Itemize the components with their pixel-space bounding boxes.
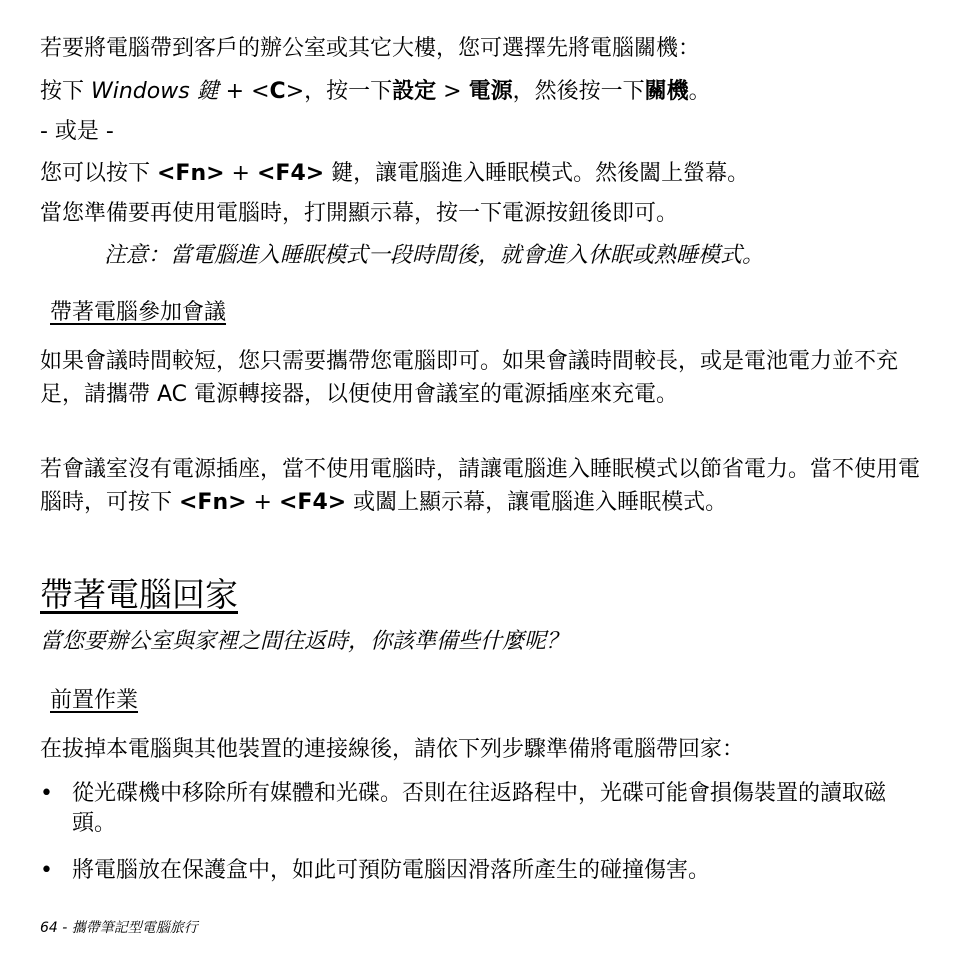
text-arrow: > xyxy=(436,79,469,104)
text-press: 按下 xyxy=(40,79,91,104)
bullet-list xyxy=(40,779,920,886)
text-meeting-2e: 或闔上顯示幕，讓電腦進入睡眠模式。 xyxy=(346,490,728,515)
page-footer xyxy=(40,918,198,938)
paragraph-meeting-2 xyxy=(40,453,920,519)
paragraph-home-lead xyxy=(40,733,920,766)
paragraph-resume xyxy=(40,197,920,230)
text-shutdown: 關機 xyxy=(644,79,689,104)
bullet-text: 將電腦放在保護盒中，如此可預防電腦因滑落所產生的碰撞傷害。 xyxy=(72,858,711,883)
text-c-key: C xyxy=(269,79,286,104)
paragraph-shutdown-steps xyxy=(40,75,920,108)
text-windows-key: Windows 鍵 xyxy=(91,79,219,104)
text-settings: 設定 xyxy=(392,79,437,104)
note xyxy=(104,239,924,272)
paragraph-sleep xyxy=(40,157,920,190)
text-period: 。 xyxy=(688,79,711,104)
heading-meeting: 帶著電腦參加會議 xyxy=(50,300,227,325)
text-or: - 或是 - xyxy=(40,119,114,144)
text-click: >，按一下 xyxy=(285,79,393,104)
text-note: 注意：當電腦進入睡眠模式一段時間後，就會進入休眠或熟睡模式。 xyxy=(104,243,765,268)
text-plus-3: + xyxy=(246,490,279,515)
text-resume: 當您準備要再使用電腦時，打開顯示幕，按一下電源按鈕後即可。 xyxy=(40,201,679,226)
paragraph-meeting-1 xyxy=(40,345,920,411)
paragraph-or xyxy=(40,115,920,148)
list-item xyxy=(40,779,920,839)
paragraph-home-intro xyxy=(40,625,920,658)
text-plus: + < xyxy=(218,79,270,104)
text-then-click: ，然後按一下 xyxy=(512,79,645,104)
heading-preparation: 前置作業 xyxy=(50,688,139,713)
text-f4-key: <F4> xyxy=(256,161,325,186)
footer-text: 64 - 攜帶筆記型電腦旅行 xyxy=(40,920,198,936)
list-item xyxy=(40,856,920,886)
text-sleep-rest: 鍵，讓電腦進入睡眠模式。然後闔上螢幕。 xyxy=(324,161,750,186)
text-power: 電源 xyxy=(468,79,513,104)
text-home-lead: 在拔掉本電腦與其他裝置的連接線後，請依下列步驟準備將電腦帶回家： xyxy=(40,737,745,762)
text-fn-key-2: <Fn> xyxy=(179,490,247,515)
text-meeting-2a: 若會議室沒有電源插座，當不使用電腦時，請讓電腦進入睡眠模式以節省電力。當不使用電腦時，可按下 xyxy=(40,457,921,515)
bullet-icon: • xyxy=(40,781,53,806)
text-plus-2: + xyxy=(224,161,257,186)
text-you-can-press: 您可以按下 xyxy=(40,161,157,186)
text-home-intro: 當您要辦公室與家裡之間往返時，你該準備些什麼呢？ xyxy=(40,629,569,654)
paragraph-shutdown-intro xyxy=(40,32,920,65)
heading-home: 帶著電腦回家 xyxy=(40,575,238,614)
bullet-icon: • xyxy=(40,858,53,883)
text-meeting-1: 如果會議時間較短，您只需要攜帶您電腦即可。如果會議時間較長，或是電池電力並不充足，請攜帶 AC 電源轉接器，以便使用會議室的電源插座來充電。 xyxy=(40,349,899,407)
text-fn-key: <Fn> xyxy=(157,161,225,186)
bullet-text: 從光碟機中移除所有媒體和光碟。否則在往返路程中，光碟可能會損傷裝置的讀取磁頭。 xyxy=(72,781,887,836)
text-shutdown-intro: 若要將電腦帶到客戶的辦公室或其它大樓，您可選擇先將電腦關機： xyxy=(40,36,701,61)
text-f4-key-2: <F4> xyxy=(278,490,347,515)
